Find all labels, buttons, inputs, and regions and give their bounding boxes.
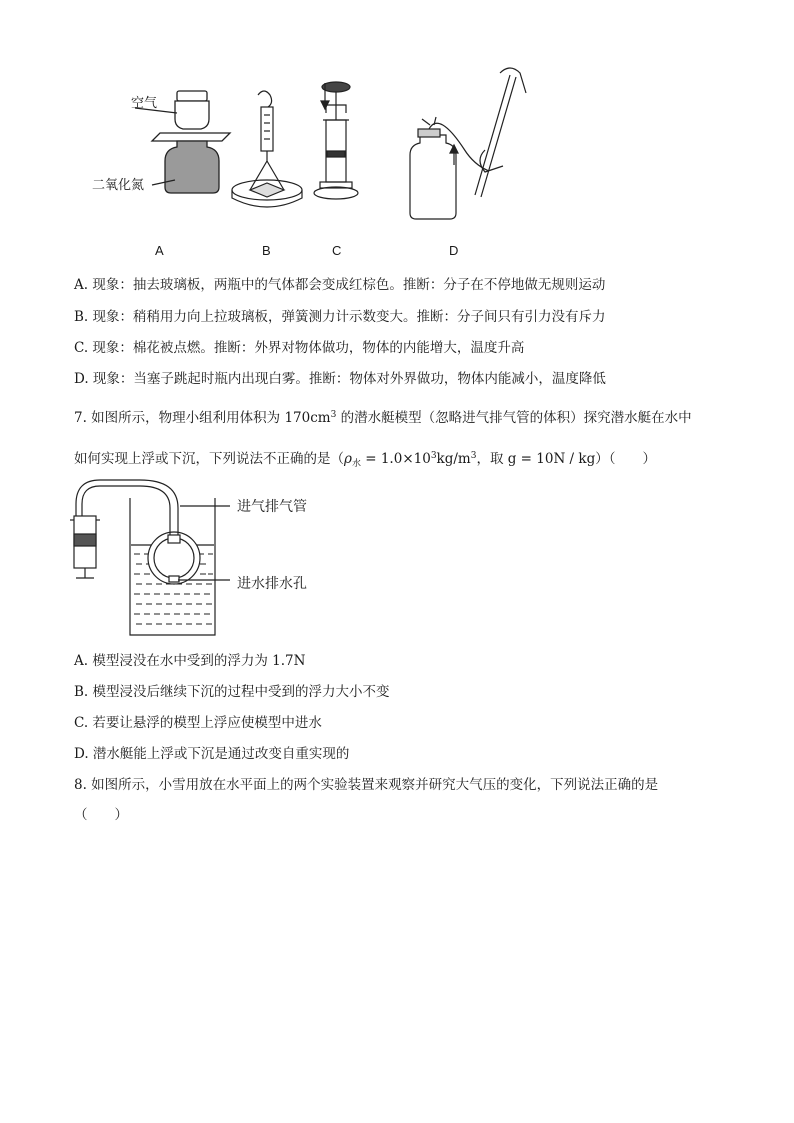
panel-label-b: B (262, 243, 271, 258)
panel-c-air-pump (314, 82, 358, 199)
q8-stem-line1: 8. 如图所示，小雪用放在水平面上的两个实验装置来观察并研究大气压的变化，下列说法正确的是 (74, 777, 659, 793)
label-water-hole: 进水排水孔 (237, 576, 307, 592)
q7-option-d: D. 潜水艇能上浮或下沉是通过改变自重实现的 (74, 746, 350, 762)
panel-label-a: A (155, 243, 164, 258)
q6-option-c: C. 现象：棉花被点燃。推断：外界对物体做功，物体的内能增大，温度升高 (74, 340, 525, 356)
experiment-figure (80, 65, 540, 235)
label-nitrogen-dioxide: 二氧化氮 (92, 178, 145, 193)
q7-stem-line2: 如何实现上浮或下沉，下列说法不正确的是（$\rho_水 = 1.0\times 10^3kg/m^3$，取 g = 10N / kg）（ ） (74, 451, 656, 469)
submarine-model-figure (70, 478, 240, 643)
q7-option-c: C. 若要让悬浮的模型上浮应使模型中进水 (74, 715, 322, 731)
panel-b-spring-scale (232, 91, 302, 207)
label-air: 空气 (131, 96, 158, 111)
panel-label-c: C (332, 243, 342, 258)
q7-option-b: B. 模型浸没后继续下沉的过程中受到的浮力大小不变 (74, 684, 390, 700)
q7-option-a: A. 模型浸没在水中受到的浮力为 1.7N (74, 653, 306, 669)
label-air-pipe: 进气排气管 (237, 499, 307, 515)
rho-symbol: ρ (344, 451, 352, 467)
panel-d-bottle-pump (410, 68, 526, 219)
q7-stem-line1: 7. 如图所示，物理小组利用体积为 $170cm^3$ 的潜水艇模型（忽略进气排气管的体积）探究潜水艇在水中 (74, 410, 692, 426)
q6-option-a: A. 现象：抽去玻璃板，两瓶中的气体都会变成红棕色。推断：分子在不停地做无规则运动 (74, 277, 606, 293)
panel-label-d: D (449, 243, 459, 258)
q6-option-b: B. 现象：稍稍用力向上拉玻璃板，弹簧测力计示数变大。推断：分子间只有引力没有斥力 (74, 309, 606, 325)
q6-option-d: D. 现象：当塞子跳起时瓶内出现白雾。推断：物体对外界做功，物体内能减小，温度降低 (74, 371, 606, 387)
q8-stem-line2: （ ） (74, 807, 128, 823)
